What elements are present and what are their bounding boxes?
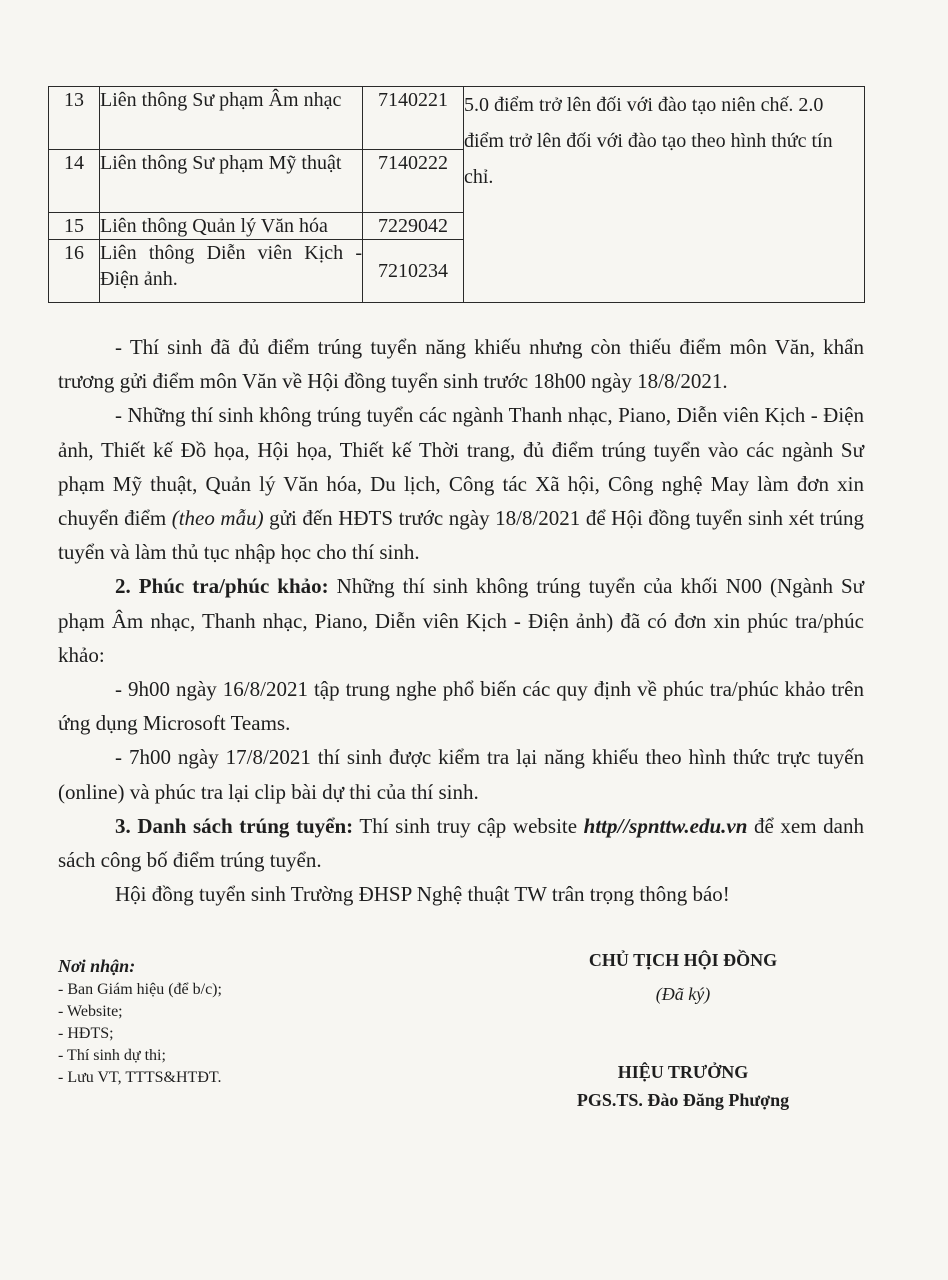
row-number: 15: [49, 213, 100, 240]
program-code: 7140221: [363, 87, 464, 150]
template-note: (theo mẫu): [171, 506, 264, 531]
section-heading: 3. Danh sách trúng tuyển:: [115, 813, 354, 838]
program-code: 7140222: [363, 150, 464, 213]
section-results: 3. Danh sách trúng tuyển: Thí sinh truy cập website http//spnttw.edu.vn để xem danh sách công bố điểm trúng tuyển.: [58, 813, 864, 873]
section-review: 2. Phúc tra/phúc khảo: Những thí sinh không trúng tuyển của khối N00 (Ngành Sư phạm Âm nhạc, Thanh nhạc, Piano, Diễn viên Kịch - Điện ảnh) đã có đơn xin phúc tra/phúc khảo:: [58, 574, 865, 667]
list-item: - Website;: [58, 1003, 123, 1020]
paragraph-retest: - 7h00 ngày 17/8/2021 thí sinh được kiểm tra lại năng khiếu theo hình thức trực tuyến (online) và phúc tra lại clip bài dự thi của thí sinh.: [58, 745, 864, 804]
recipients-block: [58, 955, 222, 1089]
signed-note: (Đã ký): [655, 984, 711, 1004]
signature-block: [528, 946, 838, 1114]
condition-cell: 5.0 điểm trở lên đối với đào tạo niên chế. 2.0 điểm trở lên đối với đào tạo theo hình thức tín chỉ.: [464, 87, 865, 303]
list-item: - Ban Giám hiệu (để b/c);: [58, 981, 222, 998]
paragraph-briefing: - 9h00 ngày 16/8/2021 tập trung nghe phổ biến các quy định về phúc tra/phúc khảo trên ứng dụng Microsoft Teams.: [58, 677, 864, 736]
closing-statement: Hội đồng tuyển sinh Trường ĐHSP Nghệ thuật TW trân trọng thông báo!: [115, 882, 730, 907]
paragraph-transfer: - Những thí sinh không trúng tuyển các ngành Thanh nhạc, Piano, Diễn viên Kịch - Điện ảnh, Thiết kế Đồ họa, Hội họa, Thiết kế Thời trang, đủ điểm trúng tuyển vào các ngành Sư phạm Mỹ thuật, Quản lý Văn hóa, Du lịch, Công tác Xã hội, Công nghệ May làm đơn xin chuyển điểm (theo mẫu) gửi đến HĐTS trước ngày 18/8/2021 để Hội đồng tuyển sinh xét trúng tuyển và làm thủ tục nhập học cho thí sinh.: [58, 403, 865, 565]
program-code: 7229042: [363, 213, 464, 240]
program-name: Liên thông Diễn viên Kịch - Điện ảnh.: [100, 240, 363, 303]
program-name: Liên thông Quản lý Văn hóa: [100, 213, 363, 240]
list-item: - Lưu VT, TTTS&HTĐT.: [58, 1069, 222, 1086]
notice-body: [58, 330, 864, 911]
section-heading: 2. Phúc tra/phúc khảo:: [115, 574, 329, 599]
program-name: Liên thông Sư phạm Mỹ thuật: [100, 150, 363, 213]
row-number: 13: [49, 87, 100, 150]
program-name: Liên thông Sư phạm Âm nhạc: [100, 87, 363, 150]
chair-title: CHỦ TỊCH HỘI ĐỒNG: [588, 950, 778, 970]
list-item: - Thí sinh dự thi;: [58, 1047, 166, 1064]
row-number: 16: [49, 240, 100, 303]
website-link[interactable]: http//spnttw.edu.vn: [583, 813, 748, 838]
admission-table: [48, 86, 865, 303]
rector-title: HIỆU TRƯỞNG: [617, 1062, 749, 1082]
list-item: - HĐTS;: [58, 1025, 114, 1042]
signer-name: PGS.TS. Đào Đăng Phượng: [576, 1090, 790, 1110]
paragraph-literature-score: - Thí sinh đã đủ điểm trúng tuyển năng khiếu nhưng còn thiếu điểm môn Văn, khẩn trương gửi điểm môn Văn về Hội đồng tuyển sinh trước 18h00 ngày 18/8/2021.: [58, 335, 864, 394]
table-row: [49, 87, 865, 150]
recipients-title: Nơi nhận:: [58, 956, 136, 976]
recipients-list: [58, 979, 222, 1089]
program-code: 7210234: [363, 240, 464, 303]
row-number: 14: [49, 150, 100, 213]
